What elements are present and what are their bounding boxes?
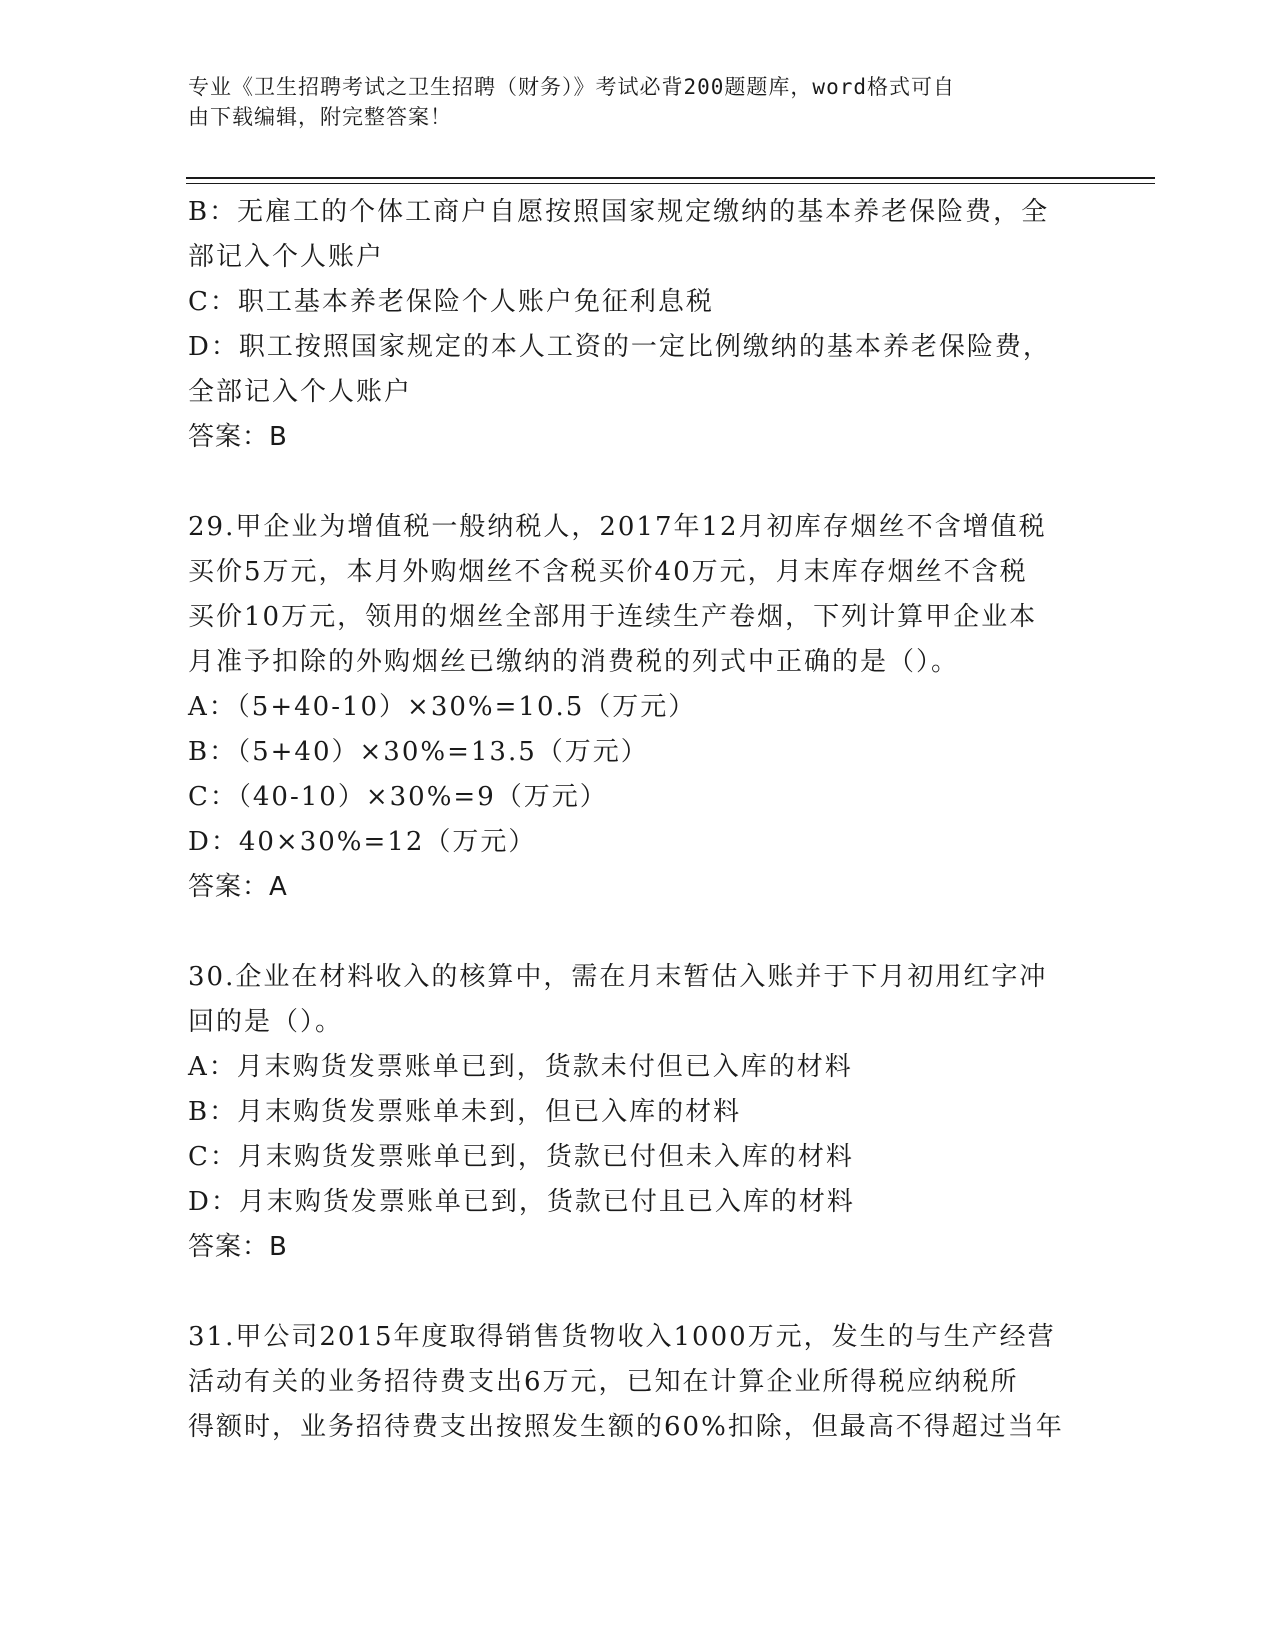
question-31 (188, 1315, 1088, 1450)
question-stem: 30.企业在材料收入的核算中，需在月末暂估入账并于下月初用红字冲 (188, 962, 1048, 992)
option-d: D：40×30%=12（万元） (188, 827, 537, 857)
question-stem: 活动有关的业务招待费支出6万元，已知在计算企业所得税应纳税所 (188, 1367, 1019, 1397)
question-stem: 得额时，业务招待费支出按照发生额的60%扣除，但最高不得超过当年 (188, 1412, 1064, 1442)
option-b: B：月末购货发票账单未到，但已入库的材料 (188, 1097, 742, 1127)
option-c: C：（40-10）×30%=9（万元） (188, 782, 608, 812)
option-c: C：月末购货发票账单已到，货款已付但未入库的材料 (188, 1142, 854, 1172)
question-stem: 买价5万元，本月外购烟丝不含税买价40万元，月末库存烟丝不含税 (188, 557, 1028, 587)
question-29 (188, 505, 1088, 910)
spacer (188, 1270, 1088, 1315)
header-line-1: 专业《卫生招聘考试之卫生招聘（财务）》考试必背200题题库，word格式可自 (188, 75, 955, 99)
question-28 (188, 190, 1088, 460)
spacer (188, 910, 1088, 955)
option-d: D：月末购货发票账单已到，货款已付且已入库的材料 (188, 1187, 855, 1217)
option-c: C：职工基本养老保险个人账户免征利息税 (188, 287, 714, 317)
question-stem: 回的是（）。 (188, 1007, 344, 1037)
answer-label: 答案：B (188, 422, 288, 452)
question-stem: 月准予扣除的外购烟丝已缴纳的消费税的列式中正确的是（）。 (188, 647, 960, 677)
header-divider-thick (186, 177, 1155, 179)
question-stem: 买价10万元，领用的烟丝全部用于连续生产卷烟，下列计算甲企业本 (188, 602, 1038, 632)
document-header (188, 72, 1088, 132)
question-stem: 31.甲公司2015年度取得销售货物收入1000万元，发生的与生产经营 (188, 1322, 1056, 1352)
option-b: B：无雇工的个体工商户自愿按照国家规定缴纳的基本养老保险费，全 (188, 197, 1050, 227)
answer-label: 答案：B (188, 1232, 288, 1262)
question-content (188, 190, 1088, 1450)
option-d-continued: 全部记入个人账户 (188, 377, 413, 407)
spacer (188, 460, 1088, 505)
option-a: A：月末购货发票账单已到，货款未付但已入库的材料 (188, 1052, 853, 1082)
header-divider-thin (186, 183, 1155, 184)
question-30 (188, 955, 1088, 1270)
option-b: B：（5+40）×30%=13.5（万元） (188, 737, 649, 767)
option-b-continued: 部记入个人账户 (188, 242, 385, 272)
option-a: A：（5+40-10）×30%=10.5（万元） (188, 692, 697, 722)
header-line-2: 由下载编辑，附完整答案！ (188, 105, 452, 129)
answer-label: 答案：A (188, 872, 288, 902)
option-d: D：职工按照国家规定的本人工资的一定比例缴纳的基本养老保险费， (188, 332, 1051, 362)
question-stem: 29.甲企业为增值税一般纳税人，2017年12月初库存烟丝不含增值税 (188, 512, 1047, 542)
